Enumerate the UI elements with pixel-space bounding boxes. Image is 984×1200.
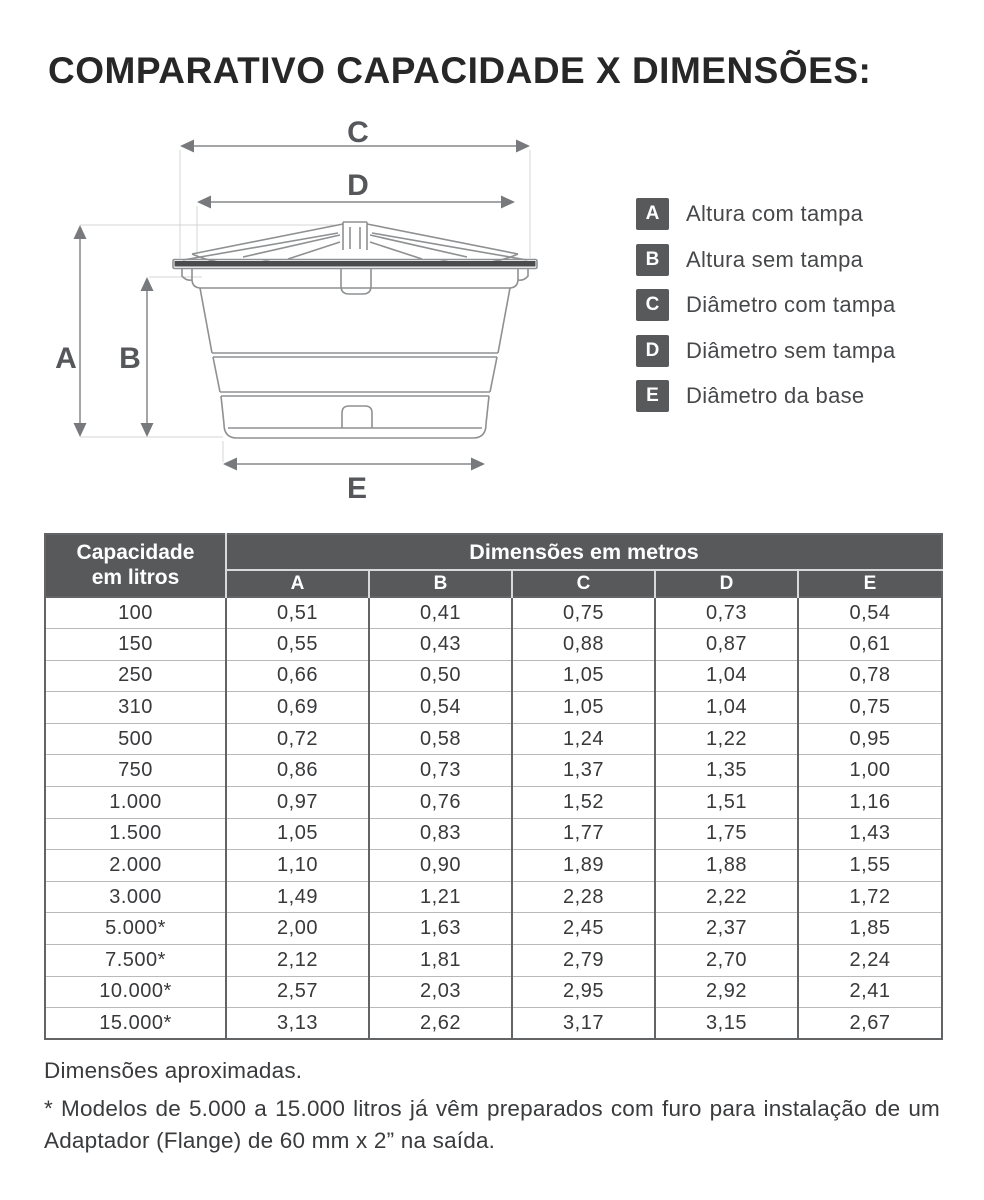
dimension-cell: 1,05 bbox=[512, 692, 655, 724]
dimension-cell: 1,81 bbox=[369, 945, 512, 977]
dimension-cell: 2,92 bbox=[655, 976, 798, 1008]
table-row bbox=[45, 850, 942, 882]
dimension-cell: 1,52 bbox=[512, 787, 655, 819]
capacity-cell: 2.000 bbox=[45, 850, 226, 882]
dimension-cell: 1,05 bbox=[512, 660, 655, 692]
table-row bbox=[45, 692, 942, 724]
dimension-cell: 2,12 bbox=[226, 945, 369, 977]
dimension-cell: 0,43 bbox=[369, 629, 512, 661]
dimension-cell: 0,73 bbox=[655, 597, 798, 629]
dimension-label: Diâmetro da base bbox=[686, 383, 865, 408]
table-row bbox=[45, 818, 942, 850]
table-row bbox=[45, 787, 942, 819]
dimension-cell: 1,16 bbox=[798, 787, 942, 819]
dimension-cell: 1,89 bbox=[512, 850, 655, 882]
capacity-cell: 750 bbox=[45, 755, 226, 787]
dimension-cell: 1,10 bbox=[226, 850, 369, 882]
note-approximate-dimensions: Dimensões aproximadas. bbox=[44, 1058, 303, 1083]
legend-item-b bbox=[636, 244, 896, 276]
capacity-cell: 1.500 bbox=[45, 818, 226, 850]
dimension-cell: 2,45 bbox=[512, 913, 655, 945]
dimension-cell: 0,87 bbox=[655, 629, 798, 661]
column-header-b: B bbox=[369, 570, 512, 597]
dimension-cell: 0,58 bbox=[369, 723, 512, 755]
capacity-cell: 15.000* bbox=[45, 1008, 226, 1040]
capacity-cell: 10.000* bbox=[45, 976, 226, 1008]
dimension-cell: 0,73 bbox=[369, 755, 512, 787]
dimension-cell: 1,21 bbox=[369, 881, 512, 913]
dimension-label: Altura com tampa bbox=[686, 201, 864, 226]
capacity-cell: 500 bbox=[45, 723, 226, 755]
capacity-cell: 150 bbox=[45, 629, 226, 661]
dimension-cell: 0,88 bbox=[512, 629, 655, 661]
capacity-cell: 100 bbox=[45, 597, 226, 629]
legend-item-a bbox=[636, 198, 896, 230]
dimension-label: Diâmetro sem tampa bbox=[686, 337, 896, 363]
dimension-cell: 3,17 bbox=[512, 1008, 655, 1040]
dimension-cell: 2,70 bbox=[655, 945, 798, 977]
capacity-cell: 250 bbox=[45, 660, 226, 692]
table-row bbox=[45, 597, 942, 629]
dimension-cell: 0,72 bbox=[226, 723, 369, 755]
column-header-a: A bbox=[226, 570, 369, 597]
dimension-cell: 2,79 bbox=[512, 945, 655, 977]
dimension-cell: 2,03 bbox=[369, 976, 512, 1008]
capacity-cell: 3.000 bbox=[45, 881, 226, 913]
dimension-cell: 1,51 bbox=[655, 787, 798, 819]
capacity-cell: 7.500* bbox=[45, 945, 226, 977]
dimension-cell: 3,15 bbox=[655, 1008, 798, 1040]
table-row bbox=[45, 755, 942, 787]
dimension-cell: 1,00 bbox=[798, 755, 942, 787]
dimension-cell: 0,66 bbox=[226, 660, 369, 692]
dimension-cell: 0,54 bbox=[369, 692, 512, 724]
table-row bbox=[45, 945, 942, 977]
dimension-cell: 1,85 bbox=[798, 913, 942, 945]
table-row bbox=[45, 913, 942, 945]
dimension-cell: 0,55 bbox=[226, 629, 369, 661]
capacity-cell: 5.000* bbox=[45, 913, 226, 945]
table-row bbox=[45, 660, 942, 692]
dimension-cell: 1,49 bbox=[226, 881, 369, 913]
dim-label-e: E bbox=[346, 472, 368, 505]
table-row bbox=[45, 976, 942, 1008]
dimension-label: Altura sem tampa bbox=[686, 246, 864, 272]
dimension-cell: 2,67 bbox=[798, 1008, 942, 1040]
dimensions-header: Dimensões em metros bbox=[226, 534, 942, 570]
capacity-cell: 1.000 bbox=[45, 787, 226, 819]
dimension-cell: 2,22 bbox=[655, 881, 798, 913]
column-header-e: E bbox=[798, 570, 942, 597]
dimension-cell: 0,75 bbox=[512, 597, 655, 629]
dimension-cell: 0,90 bbox=[369, 850, 512, 882]
dimension-cell: 0,86 bbox=[226, 755, 369, 787]
dimension-cell: 0,95 bbox=[798, 723, 942, 755]
dimension-cell: 1,88 bbox=[655, 850, 798, 882]
dimension-cell: 3,13 bbox=[226, 1008, 369, 1040]
dimension-cell: 0,51 bbox=[226, 597, 369, 629]
dimension-badge: E bbox=[636, 380, 669, 412]
capacity-dimensions-table bbox=[44, 533, 943, 1040]
note-flange-models: * Modelos de 5.000 a 15.000 litros já vêm preparados com furo para instalação de um Adaptador (Flange) de 60 mm x 2” na saída. bbox=[44, 1096, 940, 1154]
dimension-label: Diâmetro com tampa bbox=[686, 292, 896, 317]
dim-label-d: D bbox=[347, 169, 369, 202]
dimension-arrows bbox=[80, 146, 524, 464]
dimension-badge: C bbox=[636, 289, 669, 321]
legend-item-e bbox=[636, 380, 896, 412]
dimension-cell: 0,41 bbox=[369, 597, 512, 629]
dimension-cell: 0,78 bbox=[798, 660, 942, 692]
legend-item-c bbox=[636, 289, 896, 321]
table-body bbox=[45, 597, 942, 1039]
dimension-cell: 0,83 bbox=[369, 818, 512, 850]
dimension-badge: A bbox=[636, 198, 669, 230]
dim-label-c: C bbox=[347, 116, 369, 149]
dimension-cell: 2,41 bbox=[798, 976, 942, 1008]
dimension-cell: 0,50 bbox=[369, 660, 512, 692]
dimension-cell: 2,62 bbox=[369, 1008, 512, 1040]
capacity-header bbox=[45, 534, 226, 597]
dimension-cell: 1,77 bbox=[512, 818, 655, 850]
column-header-c: C bbox=[512, 570, 655, 597]
table-row bbox=[45, 1008, 942, 1040]
dimension-cell: 1,05 bbox=[226, 818, 369, 850]
tank-drawing bbox=[173, 222, 537, 438]
dimension-cell: 2,95 bbox=[512, 976, 655, 1008]
dimension-cell: 0,75 bbox=[798, 692, 942, 724]
table-row bbox=[45, 723, 942, 755]
dimension-cell: 1,24 bbox=[512, 723, 655, 755]
column-header-d: D bbox=[655, 570, 798, 597]
capacity-header-line2: em litros bbox=[91, 565, 180, 589]
legend bbox=[636, 198, 896, 426]
dimension-cell: 2,57 bbox=[226, 976, 369, 1008]
dimension-cell: 0,76 bbox=[369, 787, 512, 819]
dimension-cell: 1,35 bbox=[655, 755, 798, 787]
dimension-cell: 2,24 bbox=[798, 945, 942, 977]
capacity-cell: 310 bbox=[45, 692, 226, 724]
dimension-cell: 1,22 bbox=[655, 723, 798, 755]
dimension-cell: 0,61 bbox=[798, 629, 942, 661]
dimension-cell: 0,54 bbox=[798, 597, 942, 629]
table-header bbox=[45, 534, 942, 597]
dim-label-b: B bbox=[119, 342, 141, 375]
page-title: COMPARATIVO CAPACIDADE X DIMENSÕES: bbox=[48, 50, 872, 91]
dimension-cell: 0,97 bbox=[226, 787, 369, 819]
dimension-cell: 2,00 bbox=[226, 913, 369, 945]
dimension-cell: 1,55 bbox=[798, 850, 942, 882]
capacity-header-line1: Capacidade bbox=[76, 541, 195, 565]
dimension-cell: 1,37 bbox=[512, 755, 655, 787]
tank-dimension-diagram bbox=[40, 110, 620, 510]
dimension-badge: D bbox=[636, 335, 669, 367]
dimension-cell: 1,43 bbox=[798, 818, 942, 850]
dimension-cell: 2,37 bbox=[655, 913, 798, 945]
dimension-cell: 2,28 bbox=[512, 881, 655, 913]
dimension-cell: 1,75 bbox=[655, 818, 798, 850]
dimension-badge: B bbox=[636, 244, 669, 276]
dimension-cell: 1,72 bbox=[798, 881, 942, 913]
dimension-cell: 1,63 bbox=[369, 913, 512, 945]
legend-item-d bbox=[636, 335, 896, 367]
dimension-cell: 1,04 bbox=[655, 692, 798, 724]
dimension-cell: 0,69 bbox=[226, 692, 369, 724]
dimension-cell: 1,04 bbox=[655, 660, 798, 692]
table-row bbox=[45, 881, 942, 913]
table-row bbox=[45, 629, 942, 661]
dim-label-a: A bbox=[55, 342, 77, 375]
arrowheads bbox=[74, 140, 531, 471]
